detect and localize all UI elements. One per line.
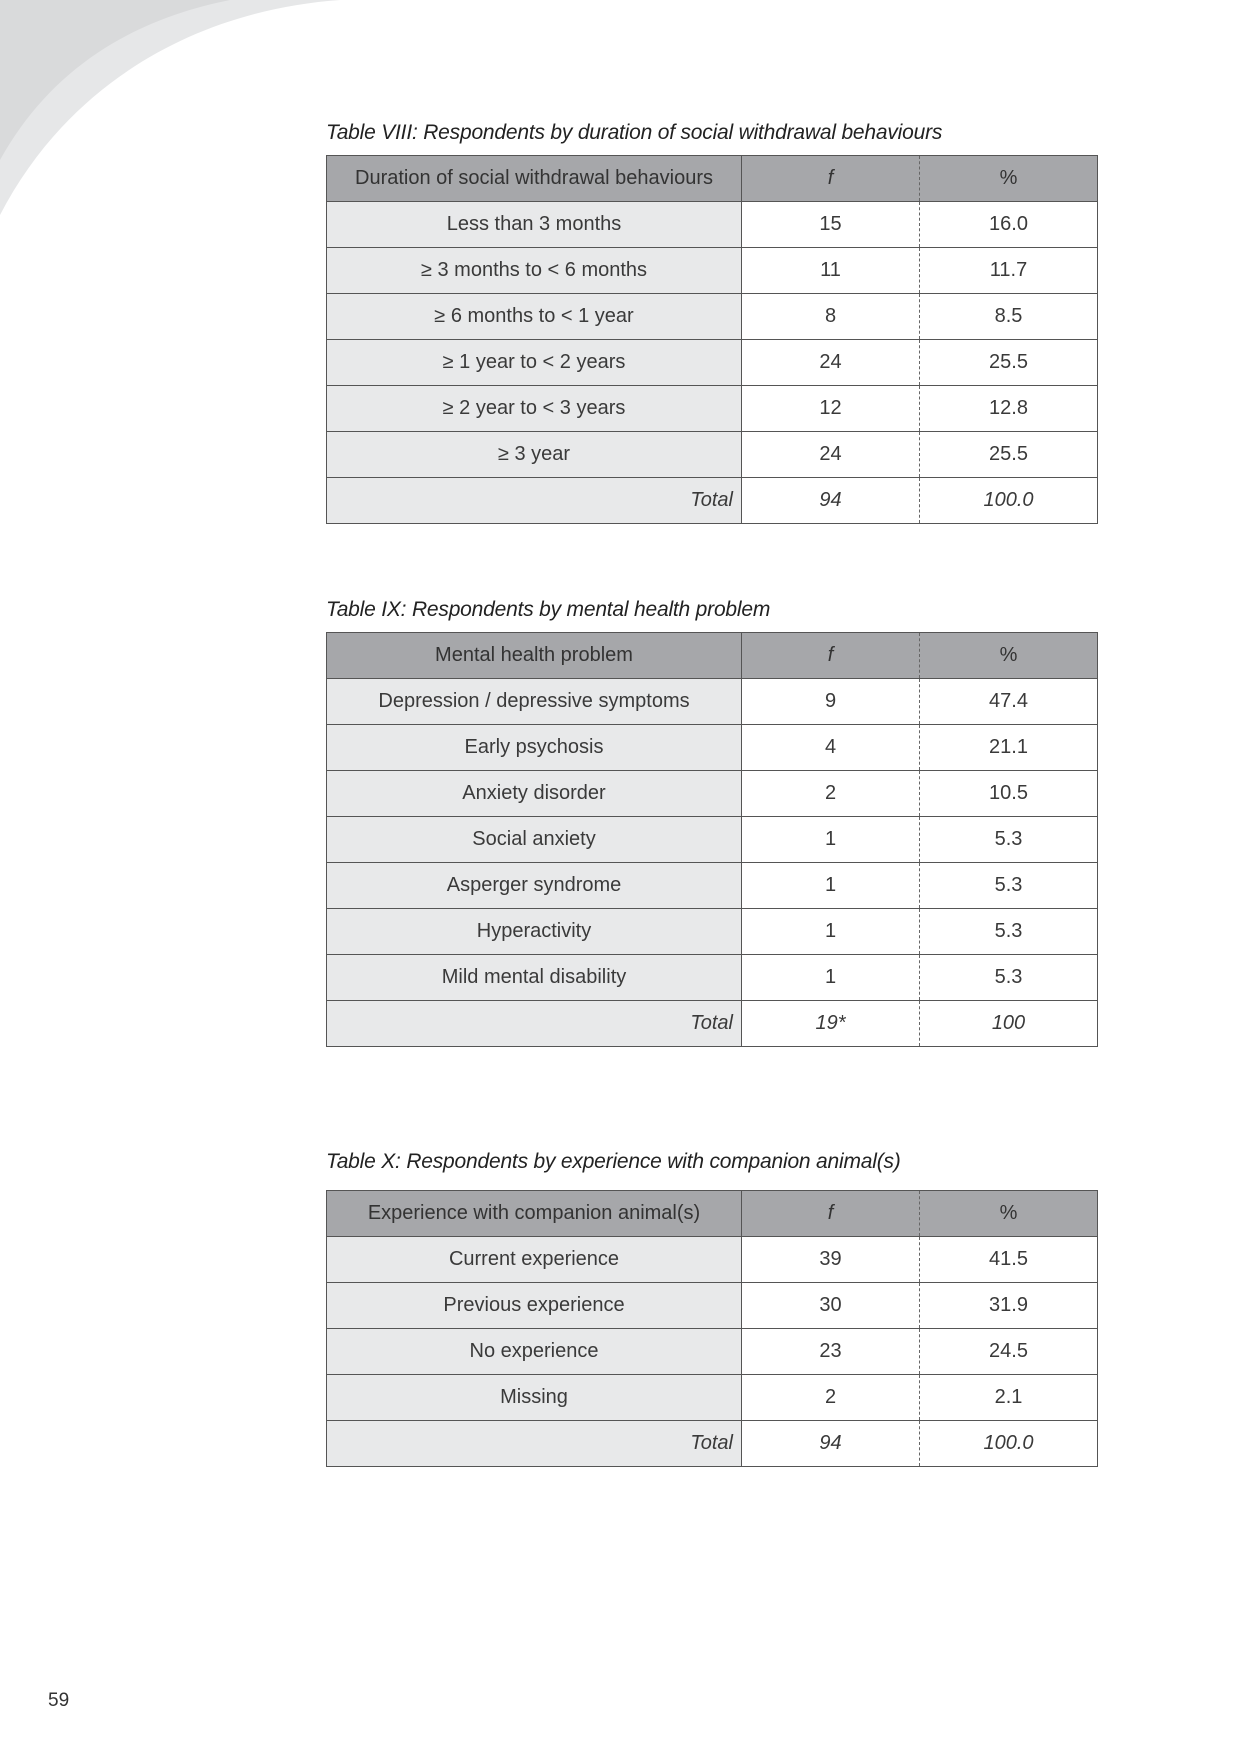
row-label: Social anxiety (327, 817, 742, 863)
total-label: Total (327, 478, 742, 524)
total-frequency: 94 (742, 478, 920, 524)
table-row (327, 1375, 1098, 1421)
table-viii-block (326, 121, 1098, 524)
row-label: ≥ 2 year to < 3 years (327, 386, 742, 432)
table-x-block (326, 1150, 1098, 1467)
total-percent: 100.0 (920, 478, 1098, 524)
table-row (327, 248, 1098, 294)
table-row (327, 725, 1098, 771)
row-frequency: 1 (742, 955, 920, 1001)
row-label: Less than 3 months (327, 202, 742, 248)
row-percent: 47.4 (920, 679, 1098, 725)
total-percent: 100.0 (920, 1421, 1098, 1467)
row-frequency: 12 (742, 386, 920, 432)
header-category: Experience with companion animal(s) (327, 1191, 742, 1237)
row-percent: 16.0 (920, 202, 1098, 248)
total-frequency: 94 (742, 1421, 920, 1467)
table-row (327, 340, 1098, 386)
row-label: Hyperactivity (327, 909, 742, 955)
row-frequency: 1 (742, 863, 920, 909)
row-frequency: 39 (742, 1237, 920, 1283)
total-label: Total (327, 1001, 742, 1047)
table-row (327, 817, 1098, 863)
header-percent: % (920, 633, 1098, 679)
row-percent: 25.5 (920, 432, 1098, 478)
row-percent: 5.3 (920, 955, 1098, 1001)
table-header-row (327, 156, 1098, 202)
row-percent: 11.7 (920, 248, 1098, 294)
table-row (327, 386, 1098, 432)
row-frequency: 2 (742, 1375, 920, 1421)
table-row (327, 863, 1098, 909)
row-percent: 5.3 (920, 863, 1098, 909)
row-percent: 25.5 (920, 340, 1098, 386)
row-label: ≥ 6 months to < 1 year (327, 294, 742, 340)
row-label: Missing (327, 1375, 742, 1421)
table-ix-block (326, 598, 1098, 1047)
row-label: ≥ 3 year (327, 432, 742, 478)
table-row (327, 909, 1098, 955)
total-label: Total (327, 1421, 742, 1467)
row-label: No experience (327, 1329, 742, 1375)
row-frequency: 9 (742, 679, 920, 725)
row-label: Previous experience (327, 1283, 742, 1329)
table-header-row (327, 1191, 1098, 1237)
table-viii (326, 155, 1098, 524)
row-percent: 5.3 (920, 817, 1098, 863)
row-percent: 8.5 (920, 294, 1098, 340)
row-percent: 2.1 (920, 1375, 1098, 1421)
row-percent: 24.5 (920, 1329, 1098, 1375)
row-frequency: 15 (742, 202, 920, 248)
row-label: Current experience (327, 1237, 742, 1283)
row-frequency: 24 (742, 340, 920, 386)
row-label: Early psychosis (327, 725, 742, 771)
row-percent: 21.1 (920, 725, 1098, 771)
row-percent: 41.5 (920, 1237, 1098, 1283)
row-frequency: 23 (742, 1329, 920, 1375)
table-row (327, 679, 1098, 725)
row-frequency: 1 (742, 817, 920, 863)
row-label: Depression / depressive symptoms (327, 679, 742, 725)
row-percent: 31.9 (920, 1283, 1098, 1329)
row-label: ≥ 1 year to < 2 years (327, 340, 742, 386)
row-label: Mild mental disability (327, 955, 742, 1001)
header-frequency: f (742, 633, 920, 679)
row-frequency: 1 (742, 909, 920, 955)
row-frequency: 11 (742, 248, 920, 294)
table-row (327, 955, 1098, 1001)
header-percent: % (920, 1191, 1098, 1237)
header-frequency: f (742, 156, 920, 202)
header-category: Mental health problem (327, 633, 742, 679)
row-frequency: 24 (742, 432, 920, 478)
row-frequency: 30 (742, 1283, 920, 1329)
row-percent: 12.8 (920, 386, 1098, 432)
row-label: ≥ 3 months to < 6 months (327, 248, 742, 294)
decorative-corner-swoosh (0, 0, 340, 240)
table-total-row (327, 478, 1098, 524)
table-header-row (327, 633, 1098, 679)
table-row (327, 1329, 1098, 1375)
row-percent: 5.3 (920, 909, 1098, 955)
total-frequency: 19* (742, 1001, 920, 1047)
table-x (326, 1190, 1098, 1467)
table-total-row (327, 1421, 1098, 1467)
table-ix-caption: Table IX: Respondents by mental health problem (326, 598, 771, 621)
page-number: 59 (48, 1690, 70, 1711)
header-percent: % (920, 156, 1098, 202)
row-percent: 10.5 (920, 771, 1098, 817)
table-row (327, 294, 1098, 340)
row-label: Anxiety disorder (327, 771, 742, 817)
table-row (327, 1283, 1098, 1329)
table-row (327, 432, 1098, 478)
table-ix (326, 632, 1098, 1047)
header-frequency: f (742, 1191, 920, 1237)
header-category: Duration of social withdrawal behaviours (327, 156, 742, 202)
row-label: Asperger syndrome (327, 863, 742, 909)
table-row (327, 771, 1098, 817)
table-viii-caption: Table VIII: Respondents by duration of social withdrawal behaviours (326, 121, 943, 144)
row-frequency: 2 (742, 771, 920, 817)
row-frequency: 4 (742, 725, 920, 771)
table-x-caption: Table X: Respondents by experience with companion animal(s) (326, 1150, 901, 1173)
table-total-row (327, 1001, 1098, 1047)
total-percent: 100 (920, 1001, 1098, 1047)
row-frequency: 8 (742, 294, 920, 340)
table-row (327, 202, 1098, 248)
table-row (327, 1237, 1098, 1283)
